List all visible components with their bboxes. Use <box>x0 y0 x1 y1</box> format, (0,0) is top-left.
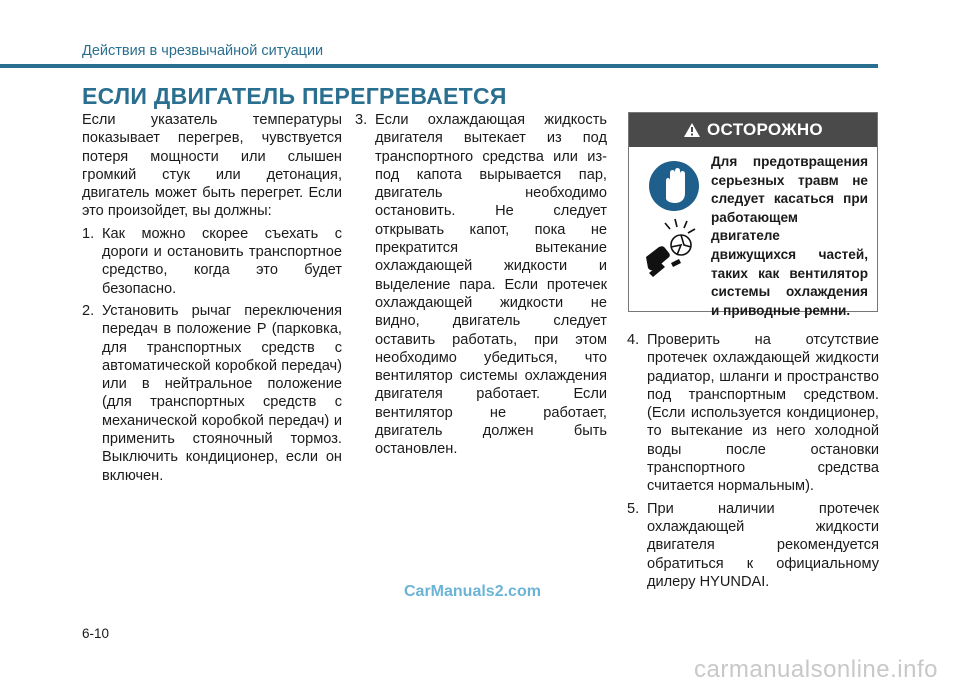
step-text: Как можно скорее съехать с дороги и остановить транспортное средство, когда это будет безопасно. <box>102 225 342 297</box>
step-number: 5. <box>627 500 640 517</box>
header-divider <box>0 64 878 68</box>
warning-title: ОСТОРОЖНО <box>707 120 823 139</box>
step-number: 3. <box>355 112 368 128</box>
steps-list-b <box>355 111 607 459</box>
watermark-link[interactable]: CarManuals2.com <box>404 583 541 600</box>
step-item <box>355 111 607 459</box>
stop-hand-icon <box>647 159 701 213</box>
page-number: 6-10 <box>82 626 110 641</box>
column-1 <box>82 111 342 485</box>
column-3 <box>627 331 879 595</box>
step-text: Проверить на отсутствие протечек охлаждающей жидкости радиатор, шланги и пространство под транспортным средством. (Если используется кондиционер, то вытекание из него холодной воды после остановки транспортного средства считается нормальным). <box>647 332 879 495</box>
step-item <box>627 500 879 591</box>
warning-triangle-icon <box>683 122 701 138</box>
step-text: Установить рычаг переключения передач в положение P (парковка, для транспортных средств с автоматической коробкой передач) или в нейтральное положение (для транспортных средств с механической коробкой передач) и применить стояночный тормоз. Выключить кондиционер, если он включен. <box>102 302 342 484</box>
intro-paragraph: Если указатель температуры показывает перегрев, чувствуется потеря мощности или слышен громкий стук или детонация, двигатель может быть перегрет. Если это произойдет, вы должны: <box>82 112 342 220</box>
footer-watermark: carmanualsonline.info <box>694 656 938 683</box>
warning-box <box>628 112 878 318</box>
warning-icons <box>643 159 711 279</box>
step-number: 2. <box>82 302 95 319</box>
fan-hazard-icon <box>643 217 707 279</box>
steps-list-a <box>82 225 342 485</box>
step-item <box>627 331 879 496</box>
warning-header <box>629 113 877 147</box>
step-item <box>82 302 342 485</box>
step-text: Если охлаждающая жидкость двигателя вытекает из под транспортного средства или из-под капота вырывается пар, двигатель необходимо остановить. Не следует открывать капот, пока не прекратится вытекание охлаждающей жидкости и выделение пара. Если протечек охлаждающей жидкости не видно, двигатель следует оставить работать, при этом необходимо убедиться, что вентилятор системы охлаждения двигателя работает. Если вентилятор не работает, двигатель должен быть остановлен. <box>375 112 607 458</box>
step-item <box>82 225 342 298</box>
step-number: 1. <box>82 225 95 242</box>
column-2 <box>355 111 607 459</box>
warning-text: Для предотвращения серьезных травм не следует касаться при работающем двигателе движущихся частей, таких как вентилятор системы охлаждения и приводные ремни. <box>711 154 868 318</box>
section-header: Действия в чрезвычайной ситуации <box>82 43 324 59</box>
step-number: 4. <box>627 332 640 348</box>
step-text: При наличии протечек охлаждающей жидкости двигателя рекомендуется обратиться к официальному дилеру HYUNDAI. <box>647 500 879 590</box>
page-title: ЕСЛИ ДВИГАТЕЛЬ ПЕРЕГРЕВАЕТСЯ <box>82 83 507 109</box>
steps-list-c <box>627 331 879 591</box>
